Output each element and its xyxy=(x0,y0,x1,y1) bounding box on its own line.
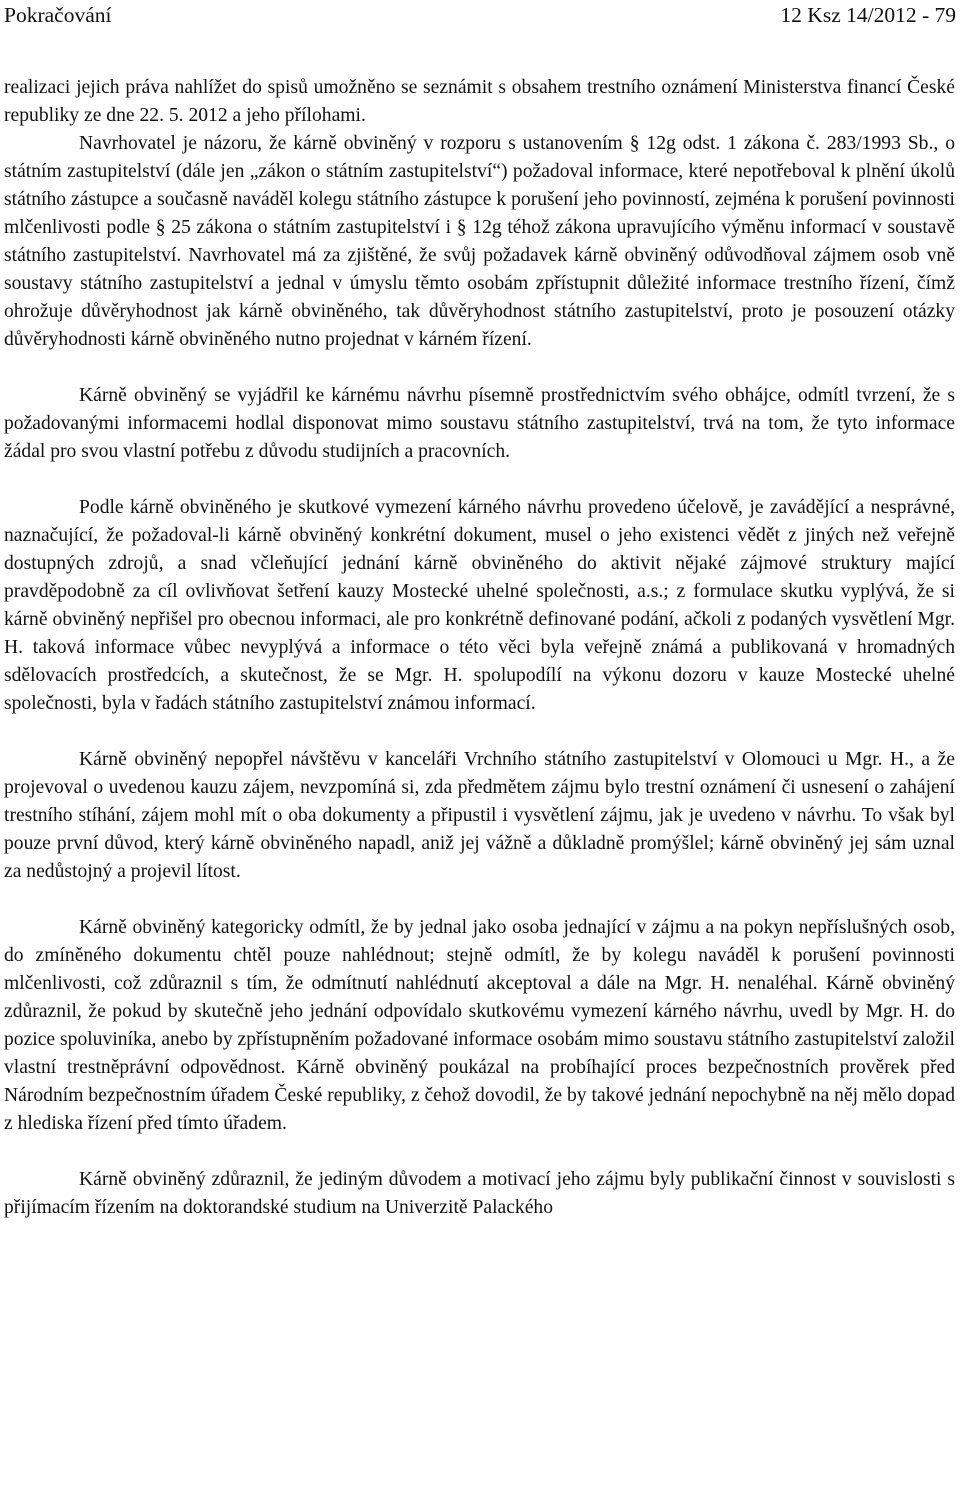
document-body xyxy=(4,74,955,1222)
paragraph-1: realizaci jejich práva nahlížet do spisů umožněno se seznámit s obsahem trestního oznámení Ministerstva financí České republiky ze dne 22. 5. 2012 a jeho přílohami. xyxy=(4,77,955,126)
paragraph-7: Kárně obviněný zdůraznil, že jediným důvodem a motivací jeho zájmu byly publikační činnost v souvislosti s přijímacím řízením na doktorandské studium na Univerzitě Palackého xyxy=(4,1169,955,1218)
paragraph-3: Kárně obviněný se vyjádřil ke kárnému návrhu písemně prostřednictvím svého obhájce, odmítl tvrzení, že s požadovanými informacemi hodlal disponovat mimo soustavu státního zastupitelství, trvá na tom, že tyto informace žádal pro svou vlastní potřebu z důvodu studijních a pracovních. xyxy=(4,385,955,462)
page-header xyxy=(4,0,956,30)
paragraph-6: Kárně obviněný kategoricky odmítl, že by jednal jako osoba jednající v zájmu a na pokyn nepříslušných osob, do zmíněného dokumentu chtěl pouze nahlédnout; stejně odmítl, že by kolegu naváděl k porušení povinnosti mlčenlivosti, což zdůraznil s tím, že odmítnutí nahlédnutí akceptoval a dále na Mgr. H. nenaléhal. Kárně obviněný zdůraznil, že pokud by skutečně jeho jednání odpovídalo skutkovému vymezení kárného návrhu, uvedl by Mgr. H. do pozice spoluviníka, anebo by zpřístupněním požadované informace osobám mimo soustavu státního zastupitelství založil vlastní trestněprávní odpovědnost. Kárně obviněný poukázal na probíhající proces bezpečnostních prověrek před Národním bezpečnostním úřadem České republiky, z čehož dovodil, že by takové jednání nepochybně na něj mělo dopad z hlediska řízení před tímto úřadem. xyxy=(4,917,955,1134)
paragraph-4: Podle kárně obviněného je skutkové vymezení kárného návrhu provedeno účelově, je zavádějící a nesprávné, naznačující, že požadoval-li kárně obviněný konkrétní dokument, musel o jeho existenci vědět z jiných než veřejně dostupných zdrojů, a snad včleňující jednání kárně obviněného do aktivit nějaké zájmové struktury mající pravděpodobně za cíl ovlivňovat šetření kauzy Mostecké uhelné společnosti, a.s.; z formulace skutku vyplývá, že si kárně obviněný nepřišel pro obecnou informaci, ale pro konkrétně definované podání, ačkoli z podaných vysvětlení Mgr. H. taková informace vůbec nevyplývá a informace o této věci byla veřejně známá a publikovaná v hromadných sdělovacích prostředcích, a skutečnost, že se Mgr. H. spolupodílí na výkonu dozoru v kauze Mostecké uhelné společnosti, byla v řadách státního zastupitelství známou informací. xyxy=(4,497,955,714)
paragraph-5: Kárně obviněný nepopřel návštěvu v kanceláři Vrchního státního zastupitelství v Olomouci u Mgr. H., a že projevoval o uvedenou kauzu zájem, nevzpomíná si, zda předmětem zájmu bylo trestní oznámení či usnesení o zahájení trestního stíhání, zájem mohl mít o oba dokumenty a připustil i vysvětlení zájmu, jak je uvedeno v návrhu. To však byl pouze první důvod, který kárně obviněného napadl, aniž jej vážně a důkladně promýšlel; kárně obviněný jej sám uznal za nedůstojný a projevil lítost. xyxy=(4,749,955,882)
paragraph-2: Navrhovatel je názoru, že kárně obviněný v rozporu s ustanovením § 12g odst. 1 zákona č. 283/1993 Sb., o státním zastupitelství (dále jen „zákon o státním zastupitelství“) požadoval informace, které nepotřeboval k plnění úkolů státního zástupce a současně naváděl kolegu státního zástupce k porušení jeho povinností, zejména k porušení povinnosti mlčenlivosti podle § 25 zákona o státním zastupitelství i § 12g téhož zákona upravujícího výměnu informací v soustavě státního zastupitelství. Navrhovatel má za zjištěné, že svůj požadavek kárně obviněný odůvodňoval zájmem osob vně soustavy státního zastupitelství a jednal v úmyslu těmto osobám zpřístupnit důležité informace trestního řízení, čímž ohrožuje důvěryhodnost jak kárně obviněného, tak důvěryhodnost státního zastupitelství, proto je posouzení otázky důvěryhodnosti kárně obviněného nutno projednat v kárném řízení. xyxy=(4,133,955,350)
header-case-number: 12 Ksz 14/2012 - 79 xyxy=(780,3,956,27)
header-continuation-label: Pokračování xyxy=(4,3,112,27)
